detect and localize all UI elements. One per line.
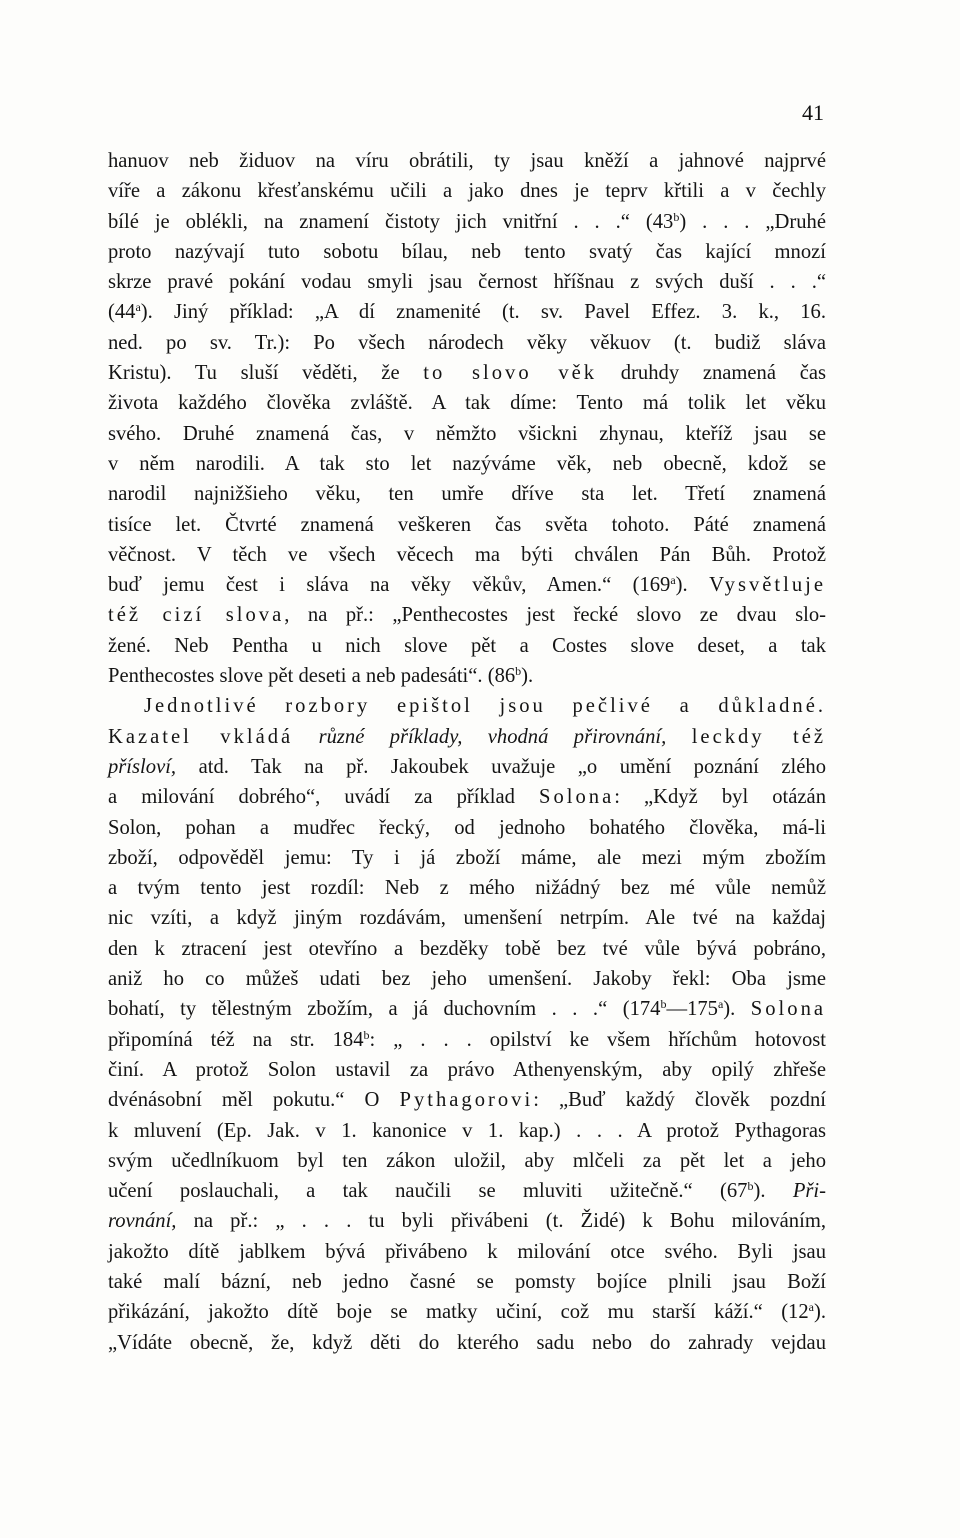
- superscript: a: [670, 573, 676, 588]
- text-line: [108, 1055, 826, 1085]
- body-text: [108, 146, 826, 1358]
- text-segment: Jednotlivé rozbory epištol jsou pečlivé a důkladné.: [144, 695, 826, 718]
- superscript: b: [515, 664, 522, 679]
- text-segment: víře a zákonu křesťanskému učili a jako dnes je teprv křtili a v čechly: [108, 180, 826, 203]
- text-line: [108, 328, 826, 358]
- text-segment: druhdy znamená čas: [597, 362, 826, 385]
- text-line: [108, 479, 826, 509]
- text-segment: —175: [666, 998, 718, 1021]
- text-segment: svým učedlníkuom byl ten zákon uložil, aby mlčeli za pět let a jeho: [108, 1149, 826, 1172]
- text-line: [108, 934, 826, 964]
- text-segment: proto nazývají tuto sobotu bílau, neb tento svatý čas kající mnozí: [108, 240, 826, 263]
- text-segment: (44: [108, 301, 136, 324]
- text-line: [108, 1116, 826, 1146]
- text-segment: atd. Tak na př. Jakoubek uvažuje „o umění poznání zlého: [176, 755, 826, 778]
- text-segment: Při-: [792, 1180, 826, 1203]
- text-line: [108, 237, 826, 267]
- text-line: [108, 1267, 826, 1297]
- text-line: [108, 1146, 826, 1176]
- text-segment: ).: [723, 998, 751, 1021]
- text-segment: Solona: [539, 786, 615, 809]
- text-segment: přísloví,: [108, 755, 177, 778]
- text-line: [108, 176, 826, 206]
- text-line: [108, 964, 826, 994]
- text-line: [108, 419, 826, 449]
- text-segment: činí. A protož Solon ustavil za právo Athenyenským, aby opilý zhřeše: [108, 1058, 826, 1081]
- text-line: [108, 994, 826, 1024]
- text-segment: buď jemu čest i sláva na věky věkův, Amen.“ (169: [108, 574, 671, 597]
- text-segment: jakožto dítě jablkem bývá přivábeno k milování otce svého. Byli jsau: [108, 1240, 826, 1263]
- text-segment: skrze pravé pokání vodau smyli jsau černost hříšnau z svých duší . . .“: [108, 271, 826, 294]
- text-segment: na př.: „ . . . tu byli přivábeni (t. Židé) k Bohu milováním,: [176, 1210, 826, 1233]
- text-line: [108, 873, 826, 903]
- text-segment: přikázání, jakožto dítě boje se matky učiní, což mu starší káží.“ (12: [108, 1301, 809, 1324]
- text-segment: také malí bázní, neb jedno časné se pomsty bojíce plnili jsau Boží: [108, 1270, 826, 1293]
- text-segment: zboží, odpověděl jemu: Ty i já zboží máme, ale mezi mým zbožím: [108, 846, 826, 869]
- text-line: [108, 510, 826, 540]
- text-segment: v něm narodili. A tak sto let nazýváme věk, neb obecně, kdož se: [108, 452, 826, 475]
- text-segment: ).: [753, 1180, 793, 1203]
- superscript: a: [717, 997, 724, 1012]
- text-line: [108, 722, 826, 752]
- text-segment: , na př.: „Penthecostes jest řecké slovo ze dvau slo-: [284, 604, 827, 627]
- superscript: b: [673, 209, 680, 224]
- text-segment: „Vídáte obecně, že, když děti do kterého sadu nebo do zahrady vejdau: [108, 1331, 826, 1354]
- text-line: [108, 813, 826, 843]
- text-segment: učení poslauchali, a tak naučili se mluviti užitečně.“ (67: [108, 1180, 748, 1203]
- text-line: [108, 297, 826, 327]
- text-segment: : „Buď každý člověk pozdní: [533, 1089, 826, 1112]
- text-segment: to slovo věk: [423, 362, 598, 385]
- text-segment: k mluvení (Ep. Jak. v 1. kanonice v 1. kap.) . . . A protož Pythagoras: [108, 1119, 826, 1142]
- superscript: a: [135, 300, 141, 315]
- text-segment: ).: [813, 1301, 826, 1324]
- text-line: [108, 1297, 826, 1327]
- text-segment: Vysvětluje: [709, 574, 827, 597]
- text-segment: narodil najnižšieho věku, ten umře dříve sta let. Třetí znamená: [108, 483, 826, 506]
- text-segment: nic vzíti, a když jiným rozdávám, umenšení netrpím. Ale tvé na každaj: [108, 907, 826, 930]
- text-segment: bohatí, ty tělestným zbožím, a já duchovním . . .“ (174: [108, 998, 661, 1021]
- text-segment: svého. Druhé znamená čas, v němžto všickni zhynau, kteříž jsau se: [108, 422, 826, 445]
- text-line: [108, 1176, 826, 1206]
- text-line: [108, 570, 826, 600]
- text-line: [108, 903, 826, 933]
- text-segment: žené. Neb Pentha u nich slove pět a Costes slove deset, a tak: [108, 634, 826, 657]
- text-segment: rovnání,: [108, 1210, 177, 1233]
- text-segment: : „ . . . opilství ke všem hříchům hotovost: [369, 1028, 826, 1051]
- text-segment: Kazatel vkládá: [108, 725, 294, 748]
- text-line: [108, 1025, 826, 1055]
- text-segment: [293, 726, 318, 748]
- text-segment: věčnost. V těch ve všech věcech ma býti chválen Pán Bůh. Protož: [108, 543, 826, 566]
- text-segment: života každého člověka zvláště. A tak díme: Tento má tolik let věku: [108, 392, 826, 415]
- text-line: [108, 631, 826, 661]
- text-segment: ned. po sv. Tr.): Po všech národech věky věkuov (t. budiž sláva: [108, 331, 826, 354]
- text-segment: Solona: [750, 998, 827, 1021]
- superscript: b: [660, 997, 667, 1012]
- text-line: [108, 1328, 826, 1358]
- superscript: b: [363, 1027, 370, 1042]
- text-line: [108, 1085, 826, 1115]
- text-segment: Kristu). Tu sluší věděti, že: [108, 362, 424, 385]
- text-line: [108, 752, 826, 782]
- text-segment: Pythagorovi: [399, 1089, 534, 1112]
- text-line: [108, 1206, 826, 1236]
- text-line: [108, 449, 826, 479]
- text-segment: den k ztracení jest otevříno a bezděky tobě bez tvé vůle bývá pobráno,: [108, 937, 826, 960]
- text-segment: ). Jiný příklad: „A dí znamenité (t. sv. Pavel Effez. 3. k., 16.: [140, 301, 826, 324]
- text-segment: tisíce let. Čtvrté znamená veškeren čas světa tohoto. Páté znamená: [108, 513, 826, 536]
- text-line: [108, 358, 826, 388]
- superscript: b: [747, 1179, 754, 1194]
- text-line: [108, 843, 826, 873]
- text-line: [108, 691, 826, 721]
- text-line: [108, 540, 826, 570]
- text-segment: aniž ho co můžeš udati bez jeho umenšení. Jakoby řekl: Oba jsme: [108, 968, 826, 991]
- text-segment: ) . . . „Druhé: [679, 210, 826, 233]
- text-line: [108, 388, 826, 418]
- page-number: 41: [802, 100, 824, 125]
- text-segment: Solon, pohan a mudřec řecký, od jednoho bohatého člověka, má-li: [108, 816, 826, 839]
- text-line: [108, 207, 826, 237]
- text-segment: též cizí slova: [108, 604, 285, 627]
- text-line: [108, 146, 826, 176]
- text-segment: připomíná též na str. 184: [108, 1028, 364, 1051]
- text-segment: různé příklady, vhodná přirovnání,: [318, 725, 667, 748]
- text-segment: bílé je oblékli, na znamení čistoty jich vnitřní . . .“ (43: [108, 210, 674, 233]
- text-segment: leckdy též: [691, 725, 826, 748]
- text-segment: Penthecostes slove pět deseti a neb padesáti“. (86: [108, 665, 516, 688]
- text-segment: : „Když byl otázán: [614, 786, 826, 809]
- text-line: [108, 600, 826, 630]
- text-line: [108, 661, 826, 691]
- superscript: a: [808, 1300, 814, 1315]
- text-segment: [666, 726, 691, 748]
- text-line: [108, 1237, 826, 1267]
- text-segment: ).: [521, 665, 534, 688]
- text-segment: ).: [675, 574, 710, 597]
- text-segment: a milování dobrého“, uvádí za příklad: [108, 786, 539, 809]
- text-segment: dvénásobní měl pokutu.“ O: [108, 1089, 400, 1112]
- text-line: [108, 267, 826, 297]
- text-segment: a tvým tento jest rozdíl: Neb z mého nižádný bez mé vůle nemůž: [108, 877, 826, 900]
- text-segment: hanuov neb židuov na víru obrátili, ty jsau kněží a jahnové najprvé: [108, 150, 826, 172]
- text-line: [108, 782, 826, 812]
